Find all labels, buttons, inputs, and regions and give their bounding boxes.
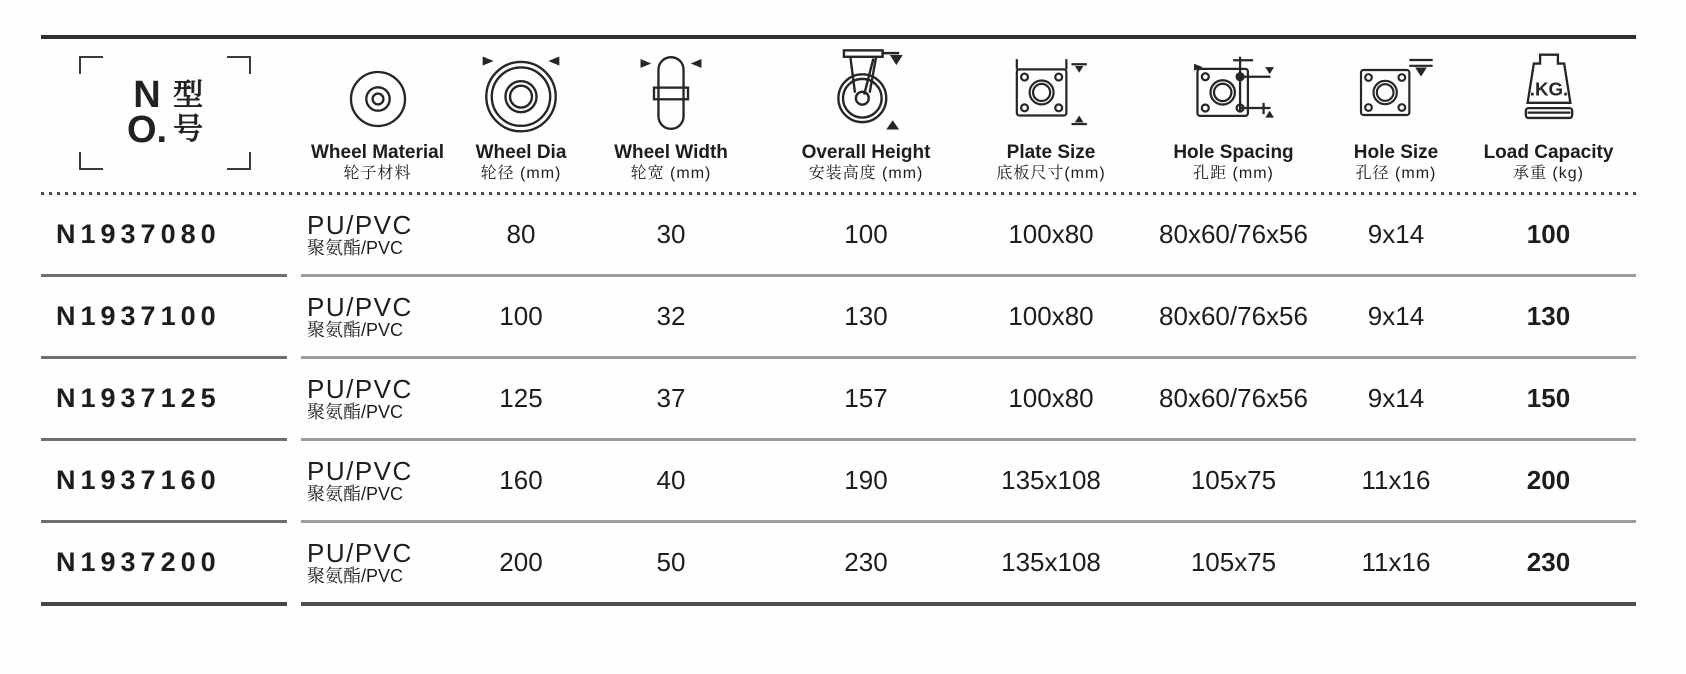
plate-size-cell: 100x80 — [1008, 301, 1094, 331]
hole-spacing-cell: 80x60/76x56 — [1159, 301, 1308, 331]
spec-table — [41, 35, 1636, 606]
model-header-latin: N O. — [126, 74, 168, 151]
wheel-dia-cell: 100 — [499, 301, 543, 331]
model-cell: N1937160 — [56, 465, 221, 495]
load-capacity-icon — [1508, 51, 1590, 135]
hole-size-cell: 11x16 — [1361, 465, 1431, 495]
bracket-corner-icon — [79, 152, 103, 170]
model-cell: N1937200 — [56, 547, 221, 577]
column-label-en: Hole Size — [1353, 142, 1439, 164]
plate-size-cell: 100x80 — [1008, 383, 1094, 413]
column-label-zh: 轮子材料 — [343, 165, 412, 182]
column-label-zh: 承重 (kg) — [1512, 165, 1584, 182]
wheel-width-cell: 37 — [656, 383, 686, 413]
row-rule — [41, 520, 1636, 523]
wheel-width-cell: 32 — [656, 301, 686, 331]
overall-height-cell: 130 — [844, 301, 888, 331]
wheel-dia-cell: 80 — [506, 219, 536, 249]
overall-height-cell: 230 — [844, 547, 888, 577]
plate-size-cell: 135x108 — [1001, 547, 1101, 577]
model-no-badge — [79, 56, 251, 170]
material-cell: PU/PVC 聚氨酯/PVC — [307, 456, 413, 504]
table-row — [41, 441, 1636, 520]
hole-spacing-cell: 80x60/76x56 — [1159, 219, 1308, 249]
hole-size-cell: 9x14 — [1367, 383, 1425, 413]
model-cell: N1937100 — [56, 301, 221, 331]
plate-size-icon — [1010, 55, 1092, 135]
model-cell: N1937125 — [56, 383, 221, 413]
svg-text:.KG.: .KG. — [1529, 78, 1568, 100]
material-cell: PU/PVC 聚氨酯/PVC — [307, 374, 413, 422]
row-rule — [41, 356, 1636, 359]
column-header-load-capacity — [1461, 51, 1636, 192]
wheel-dia-cell: 125 — [499, 383, 543, 413]
hole-size-cell: 9x14 — [1367, 219, 1425, 249]
wheel-width-cell: 50 — [656, 547, 686, 577]
overall-height-cell: 100 — [844, 219, 888, 249]
model-cell: N1937080 — [56, 219, 221, 249]
hole-spacing-cell: 105x75 — [1190, 465, 1277, 495]
wheel-width-cell: 30 — [656, 219, 686, 249]
bracket-corner-icon — [79, 56, 103, 74]
column-label-zh: 安装高度 (mm) — [808, 165, 924, 182]
column-header-wheel-material — [289, 63, 466, 192]
overall-height-cell: 157 — [844, 383, 888, 413]
row-rule — [41, 438, 1636, 441]
wheel-width-icon — [628, 51, 714, 135]
wheel-width-cell: 40 — [656, 465, 686, 495]
wheel-dia-cell: 160 — [499, 465, 543, 495]
column-label-zh: 孔径 (mm) — [1355, 165, 1437, 182]
bracket-corner-icon — [227, 56, 251, 74]
column-header-wheel-width — [576, 51, 766, 192]
hole-spacing-cell: 80x60/76x56 — [1159, 383, 1308, 413]
table-header — [41, 39, 1636, 192]
column-label-zh: 孔距 (mm) — [1193, 165, 1274, 182]
material-cell: PU/PVC 聚氨酯/PVC — [307, 292, 413, 340]
table-row — [41, 195, 1636, 274]
material-cell: PU/PVC 聚氨酯/PVC — [307, 538, 413, 586]
wheel-dia-cell: 200 — [499, 547, 543, 577]
caster-height-icon — [820, 43, 912, 135]
bottom-border — [41, 602, 1636, 606]
column-header-plate-size — [966, 55, 1136, 192]
column-header-wheel-dia — [466, 51, 576, 192]
hole-size-cell: 9x14 — [1367, 301, 1425, 331]
model-header-cjk: 型 号 — [173, 78, 204, 146]
table-row — [41, 359, 1636, 438]
load-capacity-cell: 200 — [1526, 465, 1571, 495]
column-label-en: Hole Spacing — [1173, 142, 1294, 164]
column-label-zh: 轮宽 (mm) — [630, 165, 712, 182]
load-capacity-cell: 100 — [1526, 219, 1571, 249]
column-label-en: Wheel Material — [310, 142, 445, 164]
plate-size-cell: 100x80 — [1008, 219, 1094, 249]
hole-spacing-icon — [1192, 55, 1276, 135]
hole-spacing-cell: 105x75 — [1190, 547, 1277, 577]
hole-size-icon — [1356, 55, 1436, 135]
load-capacity-cell: 130 — [1526, 301, 1571, 331]
column-header-overall-height — [766, 43, 966, 192]
bracket-corner-icon — [227, 152, 251, 170]
column-label-en: Wheel Width — [614, 142, 728, 164]
wheel-diameter-icon — [477, 51, 565, 135]
row-rule — [41, 274, 1636, 277]
load-capacity-cell: 150 — [1526, 383, 1571, 413]
plate-size-cell: 135x108 — [1001, 465, 1101, 495]
overall-height-cell: 190 — [844, 465, 888, 495]
load-capacity-cell: 230 — [1526, 547, 1571, 577]
wheel-side-icon — [342, 63, 414, 135]
column-label-en: Wheel Dia — [475, 142, 567, 164]
material-cell: PU/PVC 聚氨酯/PVC — [307, 210, 413, 258]
column-label-zh: 底板尺寸(mm) — [996, 165, 1106, 182]
table-row — [41, 277, 1636, 356]
hole-size-cell: 11x16 — [1361, 547, 1431, 577]
column-label-en: Load Capacity — [1483, 142, 1614, 164]
column-header-model — [41, 56, 289, 192]
column-label-zh: 轮径 (mm) — [480, 165, 562, 182]
column-header-hole-size — [1331, 55, 1461, 192]
column-label-en: Plate Size — [1006, 142, 1096, 164]
column-label-en: Overall Height — [801, 142, 931, 164]
column-header-hole-spacing — [1136, 55, 1331, 192]
table-row — [41, 523, 1636, 602]
